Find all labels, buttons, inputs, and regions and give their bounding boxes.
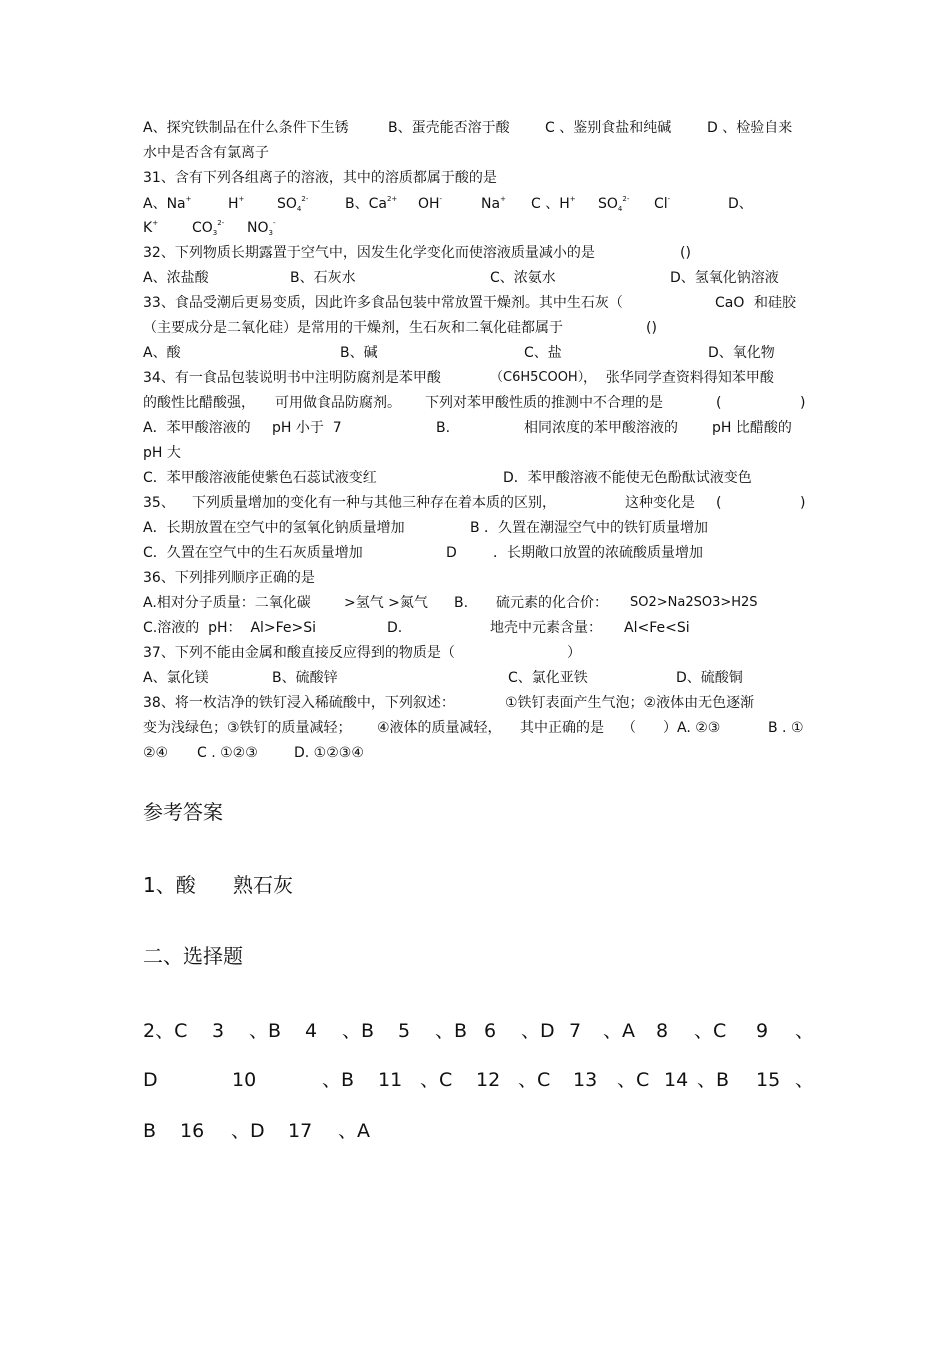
q31-d-co3-text: CO — [192, 220, 213, 236]
q38-line2a: 变为浅绿色；③铁钉的质量减轻； — [143, 720, 352, 736]
q34-option-a-value: pH 小于 7 — [272, 420, 342, 436]
answer-token: 、A — [338, 1120, 370, 1142]
answer-token: 、B — [249, 1020, 282, 1042]
q31-b-na-charge: + — [500, 195, 506, 203]
q37-paren-right: ） — [567, 645, 581, 661]
answer-token: 4 — [305, 1020, 318, 1042]
q34-paren-right: ) — [800, 395, 806, 411]
q37-option-a: A、氯化镁 — [143, 670, 209, 686]
q31-b-oh-text: OH — [418, 196, 440, 212]
section-choice-title: 二、选择题 — [143, 944, 243, 968]
q38-line2d: （ — [622, 720, 636, 736]
q31-a-h-text: H — [228, 196, 239, 212]
q31-option-b — [345, 195, 397, 215]
answer-token: 、C — [617, 1069, 650, 1091]
q34-option-a: A．苯甲酸溶液的 — [143, 420, 251, 436]
answer-token: D — [143, 1069, 158, 1091]
q38-option-b-continued: ②④ — [143, 745, 169, 761]
q37-stem: 37、下列不能由金属和酸直接反应得到的物质是（ — [143, 645, 455, 661]
q37-option-c: C、氯化亚铁 — [508, 670, 588, 686]
q31-a-na: A、Na — [143, 196, 186, 212]
q33-answer-paren: () — [646, 320, 657, 336]
q36-option-b-order: SO2>Na2SO3>H2S — [630, 595, 758, 610]
q30-option-a: A、探究铁制品在什么条件下生锈 — [143, 120, 349, 136]
q32-option-d: D、氢氧化钠溶液 — [670, 270, 779, 286]
q34-paren-left: ( — [716, 395, 722, 411]
q35-option-a: A．长期放置在空气中的氢氧化钠质量增加 — [143, 520, 405, 536]
answer-token: 、 — [795, 1020, 815, 1042]
q31-a-h-charge: + — [238, 195, 245, 203]
q36-option-a-order: >氢气 >氮气 — [344, 595, 428, 611]
answer-token: 、C — [694, 1020, 727, 1042]
answer-token: 、C — [518, 1069, 551, 1091]
answer-1-a: 1、酸 — [143, 873, 196, 897]
answer-token: 、B — [435, 1020, 468, 1042]
q32-option-c: C、浓氨水 — [490, 270, 556, 286]
answer-token: 7 — [569, 1020, 582, 1042]
answer-token: 2、C — [143, 1020, 188, 1042]
q31-c-so4 — [598, 195, 629, 215]
q36-option-b: B. — [454, 595, 469, 611]
q34-stem-line1-end: ， 张华同学查资料得知苯甲酸 — [583, 370, 774, 386]
q31-option-a — [143, 195, 192, 215]
q33-option-a: A、酸 — [143, 345, 181, 361]
answer-token: 、A — [603, 1020, 635, 1042]
answer-token: 、B — [322, 1069, 355, 1091]
q31-d-k — [143, 219, 158, 239]
q31-d-co3 — [192, 219, 224, 239]
q33-option-c: C、盐 — [524, 345, 562, 361]
q31-b-ca-charge: 2+ — [386, 195, 398, 203]
q35-option-b: B ．久置在潮湿空气中的铁钉质量增加 — [470, 520, 709, 536]
q38-stem-statements: ①铁钉表面产生气泡；②液体由无色逐渐 — [505, 695, 755, 711]
q35-option-d: D — [446, 545, 457, 561]
q34-formula: （C6H5COOH） — [490, 370, 591, 385]
q35-paren-left: ( — [716, 495, 722, 511]
answer-token: 12 — [476, 1069, 501, 1091]
q30-option-b: B、蛋壳能否溶于酸 — [388, 120, 510, 136]
q33-cao: CaO — [715, 295, 745, 311]
q31-b-ca: B、Ca — [345, 196, 387, 212]
q31-d-no3-charge: - — [272, 219, 276, 227]
q34-option-b-continued: pH 大 — [143, 445, 181, 461]
q32-answer-paren: () — [680, 245, 691, 261]
q31-a-so4-sub: 4 — [296, 205, 302, 213]
q31-c-so4-charge: 2- — [622, 195, 630, 203]
q31-option-c — [531, 195, 576, 215]
q31-c-h: C 、H — [531, 196, 570, 212]
q30-option-c: C 、鉴别食盐和纯碱 — [545, 120, 672, 136]
answer-token: B — [143, 1120, 157, 1142]
answer-token: 11 — [378, 1069, 403, 1091]
q36-option-d-order: Al<Fe<Si — [624, 620, 690, 636]
q31-d-no3-text: NO — [247, 220, 269, 236]
q34-stem-line2c: 下列对苯甲酸性质的推测中不合理的是 — [425, 395, 663, 411]
q31-a-so4 — [277, 195, 308, 215]
q38-option-d: D. ①②③④ — [294, 745, 364, 761]
q36-option-a: A.相对分子质量：二氧化碳 — [143, 595, 311, 611]
q31-b-na-text: Na — [481, 196, 501, 212]
q31-c-cl-text: Cl — [654, 196, 668, 212]
q33-stem-line1-end: 和硅胶 — [754, 295, 796, 311]
q34-option-c: C．苯甲酸溶液能使紫色石蕊试液变红 — [143, 470, 377, 486]
q38-line2b: ④液体的质量减轻， — [377, 720, 502, 736]
q31-c-so4-text: SO — [598, 196, 618, 212]
q31-d-no3 — [247, 219, 276, 239]
q31-a-na-charge: + — [185, 195, 192, 203]
q36-option-b-text: 硫元素的化合价： — [496, 595, 608, 611]
q38-option-a: ）A. ②③ — [663, 720, 721, 736]
q36-stem: 36、下列排列顺序正确的是 — [143, 570, 315, 586]
q31-d-no3-sub: 3 — [268, 229, 273, 237]
q34-stem-line2a: 的酸性比醋酸强， — [143, 395, 255, 411]
q35-option-d-text: ．长期敞口放置的浓硫酸质量增加 — [493, 545, 703, 561]
q31-b-na — [481, 195, 506, 215]
answer-token: 3 — [212, 1020, 225, 1042]
q34-option-b-text2: pH 比醋酸的 — [712, 420, 792, 436]
q38-option-b: B . ① — [768, 720, 804, 736]
answer-1-b: 熟石灰 — [233, 873, 293, 897]
q31-d-co3-charge: 2- — [217, 219, 225, 227]
answer-token: 、C — [420, 1069, 453, 1091]
q38-stem: 38、将一枚洁净的铁钉浸入稀硫酸中，下列叙述： — [143, 695, 455, 711]
answer-token: 15 — [756, 1069, 781, 1091]
q31-stem: 31、含有下列各组离子的溶液，其中的溶质都属于酸的是 — [143, 170, 497, 186]
q31-a-h — [228, 195, 244, 215]
answer-token: 5 — [398, 1020, 411, 1042]
q31-b-oh — [418, 195, 442, 215]
q38-line2c: 其中正确的是 — [520, 720, 604, 736]
q34-stem-line2b: 可用做食品防腐剂。 — [275, 395, 401, 411]
q31-c-cl-charge: - — [667, 195, 671, 203]
q30-option-d-continued: 水中是否含有氯离子 — [143, 145, 269, 161]
answer-token: 9 — [756, 1020, 769, 1042]
answer-token: 10 — [232, 1069, 257, 1091]
q33-option-d: D、氧化物 — [708, 345, 775, 361]
q31-a-so4-charge: 2- — [301, 195, 309, 203]
q38-option-c: C . ①②③ — [197, 745, 258, 761]
q32-option-b: B、石灰水 — [290, 270, 356, 286]
q37-option-b: B、硫酸锌 — [272, 670, 338, 686]
q34-option-b: B. — [436, 420, 451, 436]
q31-c-so4-sub: 4 — [617, 205, 623, 213]
q34-stem-line1: 34、有一食品包装说明书中注明防腐剂是苯甲酸 — [143, 370, 441, 386]
q31-option-d: D、 — [728, 196, 753, 212]
q36-option-d-text: 地壳中元素含量： — [490, 620, 602, 636]
q34-option-b-text: 相同浓度的苯甲酸溶液的 — [524, 420, 678, 436]
q33-stem-line2: （主要成分是二氧化硅）是常用的干燥剂，生石灰和二氧化硅都属于 — [143, 320, 563, 336]
q30-option-d: D 、检验自来 — [707, 120, 793, 136]
answer-token: 14 — [664, 1069, 689, 1091]
q36-option-d: D. — [387, 620, 403, 636]
q31-b-oh-charge: - — [439, 195, 443, 203]
q32-stem: 32、下列物质长期露置于空气中，因发生化学变化而使溶液质量减小的是 — [143, 245, 595, 261]
q35-paren-right: ) — [800, 495, 806, 511]
q36-option-c: C.溶液的 pH： Al>Fe>Si — [143, 620, 317, 636]
answer-token: 17 — [288, 1120, 313, 1142]
answer-token: 、 — [795, 1069, 815, 1091]
q34-option-d: D．苯甲酸溶液不能使无色酚酞试液变色 — [503, 470, 752, 486]
q31-c-cl — [654, 195, 670, 215]
q35-number: 35、 — [143, 495, 175, 511]
q31-d-co3-sub: 3 — [212, 229, 218, 237]
q35-option-c: C．久置在空气中的生石灰质量增加 — [143, 545, 363, 561]
q31-d-k-text: K — [143, 220, 153, 236]
answer-token: 、D — [521, 1020, 555, 1042]
q31-a-so4-text: SO — [277, 196, 297, 212]
answer-token: 、B — [342, 1020, 375, 1042]
q35-stem: 下列质量增加的变化有一种与其他三种存在着本质的区别， — [192, 495, 556, 511]
answers-title: 参考答案 — [143, 800, 223, 824]
q31-d-k-charge: + — [152, 219, 159, 227]
q35-stem-end: 这种变化是 — [625, 495, 695, 511]
answer-token: 8 — [656, 1020, 669, 1042]
q31-c-h-charge: + — [569, 195, 576, 203]
q33-option-b: B、碱 — [340, 345, 378, 361]
answer-token: 16 — [180, 1120, 205, 1142]
q37-option-d: D、硫酸铜 — [676, 670, 743, 686]
answer-token: 、D — [231, 1120, 265, 1142]
q33-stem-line1: 33、食品受潮后更易变质，因此许多食品包装中常放置干燥剂。其中生石灰（ — [143, 295, 623, 311]
answer-token: 、B — [697, 1069, 730, 1091]
q32-option-a: A、浓盐酸 — [143, 270, 209, 286]
answer-token: 13 — [573, 1069, 598, 1091]
answer-token: 6 — [484, 1020, 497, 1042]
